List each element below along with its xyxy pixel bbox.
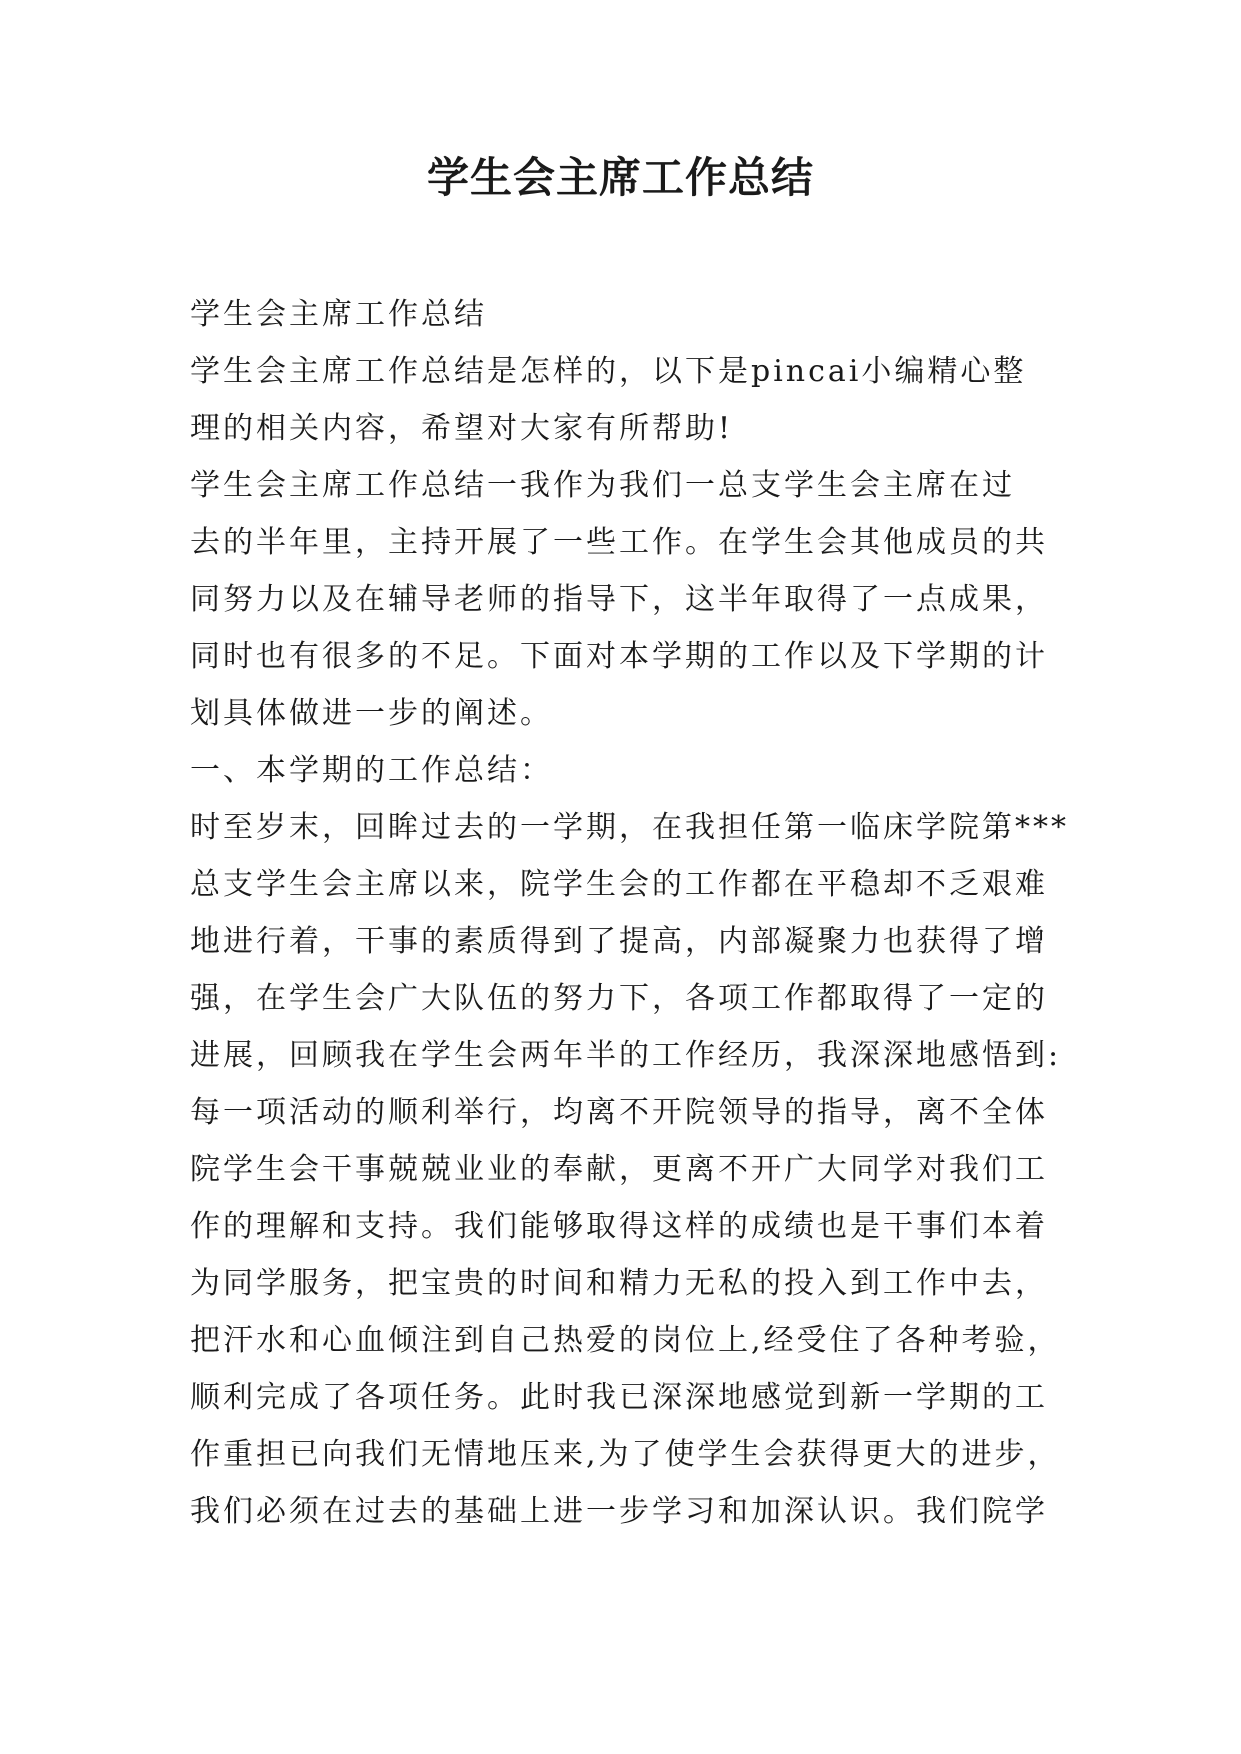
body-line: 理的相关内容，希望对大家有所帮助! — [190, 411, 734, 446]
body-line: 地进行着，干事的素质得到了提高，内部凝聚力也获得了增 — [190, 924, 1048, 959]
document-body — [190, 286, 1069, 1540]
body-line: 作重担已向我们无情地压来,为了使学生会获得更大的进步， — [190, 1437, 1061, 1472]
body-line: 进展，回顾我在学生会两年半的工作经历，我深深地感悟到: — [190, 1038, 1062, 1073]
body-line: 总支学生会主席以来，院学生会的工作都在平稳却不乏艰难 — [190, 867, 1048, 902]
document-title: 学生会主席工作总结 — [426, 153, 814, 202]
body-line: 作的理解和支持。我们能够取得这样的成绩也是干事们本着 — [190, 1209, 1048, 1244]
body-line: 同努力以及在辅导老师的指导下，这半年取得了一点成果， — [190, 582, 1048, 617]
body-line: 同时也有很多的不足。下面对本学期的工作以及下学期的计 — [190, 639, 1048, 674]
body-line: 学生会主席工作总结是怎样的，以下是pincai小编精心整 — [190, 354, 1027, 389]
body-line: 划具体做进一步的阐述。 — [190, 696, 553, 731]
body-line: 学生会主席工作总结一我作为我们一总支学生会主席在过 — [190, 468, 1015, 503]
body-line: 时至岁末，回眸过去的一学期，在我担任第一临床学院第*** — [190, 810, 1069, 845]
body-line: 为同学服务，把宝贵的时间和精力无私的投入到工作中去， — [190, 1266, 1048, 1301]
body-line: 顺利完成了各项任务。此时我已深深地感觉到新一学期的工 — [190, 1380, 1048, 1415]
body-line: 去的半年里，主持开展了一些工作。在学生会其他成员的共 — [190, 525, 1048, 560]
body-line: 把汗水和心血倾注到自己热爱的岗位上,经受住了各种考验， — [190, 1323, 1061, 1358]
body-line: 学生会主席工作总结 — [190, 297, 487, 332]
body-line: 强，在学生会广大队伍的努力下，各项工作都取得了一定的 — [190, 981, 1048, 1016]
body-line: 我们必须在过去的基础上进一步学习和加深认识。我们院学 — [190, 1494, 1048, 1529]
body-line: 院学生会干事兢兢业业的奉献，更离不开广大同学对我们工 — [190, 1152, 1048, 1187]
body-line: 一、本学期的工作总结： — [190, 753, 553, 788]
body-line: 每一项活动的顺利举行，均离不开院领导的指导，离不全体 — [190, 1095, 1048, 1130]
